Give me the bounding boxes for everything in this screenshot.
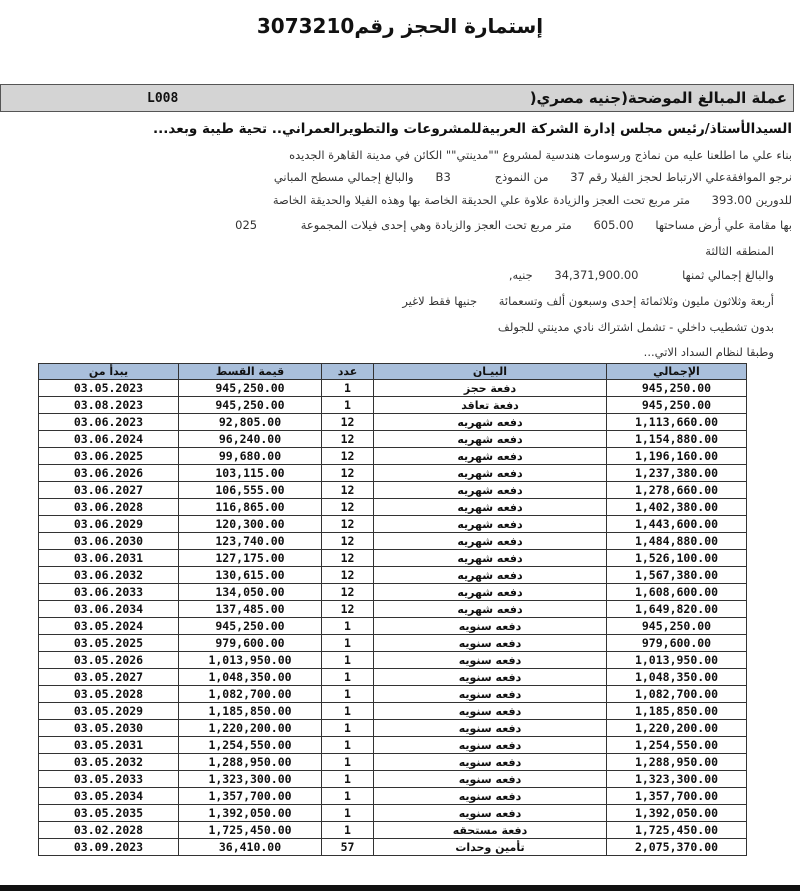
letter-line-6 xyxy=(509,268,774,282)
cell-installment: 1,082,700.00 xyxy=(179,686,322,703)
header-start: يبدأ من xyxy=(39,364,179,380)
cell-installment: 130,615.00 xyxy=(179,567,322,584)
letter-line-2 xyxy=(274,170,792,184)
bottom-border xyxy=(0,885,800,891)
table-row xyxy=(39,465,747,482)
cell-installment: 120,300.00 xyxy=(179,516,322,533)
cell-installment: 106,555.00 xyxy=(179,482,322,499)
group-code: 025 xyxy=(235,218,258,232)
cell-description: تأمين وحدات xyxy=(374,839,607,856)
cell-start-date: 03.05.2035 xyxy=(39,805,179,822)
table-row xyxy=(39,601,747,618)
cell-total: 945,250.00 xyxy=(607,380,747,397)
table-row xyxy=(39,669,747,686)
table-row xyxy=(39,397,747,414)
table-row xyxy=(39,482,747,499)
table-row xyxy=(39,431,747,448)
cell-start-date: 03.05.2023 xyxy=(39,380,179,397)
cell-total: 1,048,350.00 xyxy=(607,669,747,686)
cell-count: 1 xyxy=(322,788,374,805)
cell-total: 1,649,820.00 xyxy=(607,601,747,618)
cell-installment: 945,250.00 xyxy=(179,397,322,414)
cell-count: 1 xyxy=(322,380,374,397)
line6-part-b: جنيه, xyxy=(508,268,533,282)
cell-installment: 1,288,950.00 xyxy=(179,754,322,771)
cell-installment: 103,115.00 xyxy=(179,465,322,482)
cell-total: 945,250.00 xyxy=(607,618,747,635)
cell-total: 1,113,660.00 xyxy=(607,414,747,431)
cell-start-date: 03.05.2030 xyxy=(39,720,179,737)
line3-part-b: متر مربع تحت العجز والزيادة علاوة علي الحديقة الخاصة بها وهذه الفيلا والحديقة الخاصة xyxy=(272,193,691,207)
cell-description: دفعة تعاقد xyxy=(374,397,607,414)
cell-total: 1,254,550.00 xyxy=(607,737,747,754)
cell-count: 1 xyxy=(322,618,374,635)
cell-description: دفعه شهريه xyxy=(374,550,607,567)
cell-installment: 92,805.00 xyxy=(179,414,322,431)
cell-count: 12 xyxy=(322,550,374,567)
cell-installment: 1,725,450.00 xyxy=(179,822,322,839)
table-row xyxy=(39,584,747,601)
cell-installment: 945,250.00 xyxy=(179,380,322,397)
cell-total: 1,526,100.00 xyxy=(607,550,747,567)
header-count: عدد xyxy=(322,364,374,380)
cell-description: دفعه سنويه xyxy=(374,754,607,771)
cell-total: 1,196,160.00 xyxy=(607,448,747,465)
cell-description: دفعه سنويه xyxy=(374,686,607,703)
header-total: الإجمالي xyxy=(607,364,747,380)
cell-start-date: 03.06.2025 xyxy=(39,448,179,465)
cell-start-date: 03.06.2032 xyxy=(39,567,179,584)
cell-start-date: 03.05.2027 xyxy=(39,669,179,686)
cell-installment: 137,485.00 xyxy=(179,601,322,618)
cell-count: 1 xyxy=(322,703,374,720)
cell-count: 57 xyxy=(322,839,374,856)
cell-total: 1,484,880.00 xyxy=(607,533,747,550)
land-area: 605.00 xyxy=(593,218,634,232)
cell-installment: 123,740.00 xyxy=(179,533,322,550)
cell-installment: 1,013,950.00 xyxy=(179,652,322,669)
cell-installment: 1,254,550.00 xyxy=(179,737,322,754)
letter-line-5: المنطقه الثالثة xyxy=(705,244,774,258)
cell-total: 1,220,200.00 xyxy=(607,720,747,737)
cell-description: دفعه شهريه xyxy=(374,448,607,465)
cell-start-date: 03.06.2027 xyxy=(39,482,179,499)
cell-count: 12 xyxy=(322,499,374,516)
cell-installment: 116,865.00 xyxy=(179,499,322,516)
table-row xyxy=(39,822,747,839)
cell-total: 1,357,700.00 xyxy=(607,788,747,805)
cell-count: 1 xyxy=(322,822,374,839)
cell-count: 1 xyxy=(322,635,374,652)
cell-start-date: 03.05.2032 xyxy=(39,754,179,771)
cell-count: 1 xyxy=(322,669,374,686)
cell-start-date: 03.05.2026 xyxy=(39,652,179,669)
cell-description: دفعه شهريه xyxy=(374,601,607,618)
cell-description: دفعه سنويه xyxy=(374,720,607,737)
cell-description: دفعه سنويه xyxy=(374,737,607,754)
cell-total: 1,278,660.00 xyxy=(607,482,747,499)
cell-installment: 1,357,700.00 xyxy=(179,788,322,805)
cell-total: 1,185,850.00 xyxy=(607,703,747,720)
cell-start-date: 03.05.2028 xyxy=(39,686,179,703)
cell-start-date: 03.05.2034 xyxy=(39,788,179,805)
table-row xyxy=(39,686,747,703)
cell-start-date: 03.06.2034 xyxy=(39,601,179,618)
cell-installment: 96,240.00 xyxy=(179,431,322,448)
line2-part-c: والبالغ إجمالي مسطح المباني xyxy=(273,170,414,184)
cell-description: دفعه شهريه xyxy=(374,584,607,601)
cell-count: 1 xyxy=(322,805,374,822)
table-row xyxy=(39,635,747,652)
cell-count: 12 xyxy=(322,516,374,533)
currency-label: عملة المبالغ الموضحة(جنيه مصري( xyxy=(529,89,787,107)
cell-count: 12 xyxy=(322,584,374,601)
cell-count: 12 xyxy=(322,414,374,431)
table-row xyxy=(39,618,747,635)
cell-start-date: 03.06.2023 xyxy=(39,414,179,431)
cell-description: دفعه شهريه xyxy=(374,516,607,533)
cell-description: دفعه سنويه xyxy=(374,805,607,822)
total-price: 34,371,900.00 xyxy=(554,268,639,282)
cell-start-date: 03.06.2030 xyxy=(39,533,179,550)
cell-count: 12 xyxy=(322,465,374,482)
cell-count: 1 xyxy=(322,720,374,737)
payment-schedule-table xyxy=(38,363,747,856)
letter-line-3 xyxy=(273,193,792,207)
cell-description: دفعه شهريه xyxy=(374,499,607,516)
currency-banner xyxy=(0,84,794,112)
cell-count: 1 xyxy=(322,754,374,771)
cell-total: 1,402,380.00 xyxy=(607,499,747,516)
table-row xyxy=(39,499,747,516)
cell-count: 1 xyxy=(322,737,374,754)
cell-installment: 1,323,300.00 xyxy=(179,771,322,788)
cell-total: 1,288,950.00 xyxy=(607,754,747,771)
table-row xyxy=(39,516,747,533)
letter-line-1: بناء علي ما اطلعنا عليه من نماذج ورسومات هندسية لمشروع ""مدينتي"" الكائن في مدينة القاهرة الجديده xyxy=(289,148,792,162)
cell-description: دفعه سنويه xyxy=(374,771,607,788)
cell-description: دفعه سنويه xyxy=(374,652,607,669)
cell-description: دفعه شهريه xyxy=(374,567,607,584)
cell-start-date: 03.02.2028 xyxy=(39,822,179,839)
cell-total: 2,075,370.00 xyxy=(607,839,747,856)
cell-description: دفعه شهريه xyxy=(374,465,607,482)
table-row xyxy=(39,788,747,805)
cell-installment: 1,185,850.00 xyxy=(179,703,322,720)
cell-start-date: 03.05.2031 xyxy=(39,737,179,754)
table-row xyxy=(39,805,747,822)
cell-description: دفعة مستحقه xyxy=(374,822,607,839)
table-row xyxy=(39,839,747,856)
cell-start-date: 03.08.2023 xyxy=(39,397,179,414)
line4-part-b: متر مربع تحت العجز والزيادة وهي إحدى فيلات المجموعة xyxy=(300,218,572,232)
table-row xyxy=(39,533,747,550)
table-row xyxy=(39,703,747,720)
cell-start-date: 03.06.2033 xyxy=(39,584,179,601)
cell-count: 12 xyxy=(322,431,374,448)
cell-start-date: 03.06.2026 xyxy=(39,465,179,482)
table-row xyxy=(39,720,747,737)
cell-total: 1,392,050.00 xyxy=(607,805,747,822)
cell-description: دفعه سنويه xyxy=(374,635,607,652)
table-row xyxy=(39,737,747,754)
line3-part-a: للدورين 393.00 xyxy=(711,193,792,207)
cell-total: 945,250.00 xyxy=(607,397,747,414)
line6-part-a: والبالغ إجمالي ثمنها xyxy=(682,268,774,282)
cell-start-date: 03.05.2025 xyxy=(39,635,179,652)
cell-count: 1 xyxy=(322,686,374,703)
cell-description: دفعه شهريه xyxy=(374,482,607,499)
cell-total: 1,567,380.00 xyxy=(607,567,747,584)
cell-start-date: 03.06.2029 xyxy=(39,516,179,533)
cell-installment: 99,680.00 xyxy=(179,448,322,465)
cell-count: 12 xyxy=(322,567,374,584)
cell-start-date: 03.05.2033 xyxy=(39,771,179,788)
cell-count: 12 xyxy=(322,448,374,465)
letter-line-8: بدون تشطيب داخلي - تشمل اشتراك نادي مدينتي للجولف xyxy=(497,320,774,334)
letter-line-4 xyxy=(235,218,792,232)
cell-total: 1,237,380.00 xyxy=(607,465,747,482)
line7-part-b: جنيها فقط لاغير xyxy=(402,294,478,308)
cell-description: دفعه سنويه xyxy=(374,618,607,635)
cell-installment: 1,048,350.00 xyxy=(179,669,322,686)
cell-start-date: 03.05.2029 xyxy=(39,703,179,720)
cell-installment: 1,392,050.00 xyxy=(179,805,322,822)
cell-total: 1,323,300.00 xyxy=(607,771,747,788)
table-row xyxy=(39,754,747,771)
price-in-words: أربعة وثلاثون مليون وثلاثمائة إحدى وسبعون ألف وتسعمائة xyxy=(498,294,774,308)
letter-greeting: السيدالأستاذ/رئيس مجلس إدارة الشركة العربيةللمشروعات والتطويرالعمراني.. تحية طيبة وبعد... xyxy=(153,121,792,137)
letter-line-9: وطبقا لنظام السداد الاتي... xyxy=(643,345,774,359)
cell-total: 979,600.00 xyxy=(607,635,747,652)
cell-count: 1 xyxy=(322,652,374,669)
line2-part-b: من النموذج xyxy=(494,170,549,184)
cell-total: 1,013,950.00 xyxy=(607,652,747,669)
line4-part-a: بها مقامة علي أرض مساحتها xyxy=(655,218,792,232)
cell-start-date: 03.06.2024 xyxy=(39,431,179,448)
cell-installment: 1,220,200.00 xyxy=(179,720,322,737)
cell-description: دفعه سنويه xyxy=(374,669,607,686)
table-row xyxy=(39,414,747,431)
cell-total: 1,725,450.00 xyxy=(607,822,747,839)
cell-description: دفعه شهريه xyxy=(374,414,607,431)
table-row xyxy=(39,771,747,788)
cell-start-date: 03.05.2024 xyxy=(39,618,179,635)
table-row xyxy=(39,567,747,584)
cell-description: دفعه سنويه xyxy=(374,788,607,805)
line2-part-a: نرجو الموافقةعلي الارتباط لحجز الفيلا رقم 37 xyxy=(570,170,792,184)
cell-description: دفعة حجز xyxy=(374,380,607,397)
header-installment: قيمة القسط xyxy=(179,364,322,380)
cell-description: دفعه شهريه xyxy=(374,533,607,550)
unit-code: L008 xyxy=(147,91,179,106)
table-row xyxy=(39,652,747,669)
cell-installment: 979,600.00 xyxy=(179,635,322,652)
cell-total: 1,082,700.00 xyxy=(607,686,747,703)
cell-count: 1 xyxy=(322,397,374,414)
header-description: البيـان xyxy=(374,364,607,380)
cell-installment: 36,410.00 xyxy=(179,839,322,856)
cell-description: دفعه سنويه xyxy=(374,703,607,720)
cell-total: 1,443,600.00 xyxy=(607,516,747,533)
form-title: إستمارة الحجز رقم3073210 xyxy=(256,14,544,38)
cell-total: 1,154,880.00 xyxy=(607,431,747,448)
cell-installment: 134,050.00 xyxy=(179,584,322,601)
table-header-row xyxy=(39,364,747,380)
cell-total: 1,608,600.00 xyxy=(607,584,747,601)
cell-count: 12 xyxy=(322,601,374,618)
cell-start-date: 03.06.2031 xyxy=(39,550,179,567)
model-code: B3 xyxy=(435,170,452,184)
cell-installment: 127,175.00 xyxy=(179,550,322,567)
cell-count: 1 xyxy=(322,771,374,788)
cell-start-date: 03.09.2023 xyxy=(39,839,179,856)
cell-description: دفعه شهريه xyxy=(374,431,607,448)
cell-count: 12 xyxy=(322,533,374,550)
cell-start-date: 03.06.2028 xyxy=(39,499,179,516)
table-row xyxy=(39,550,747,567)
letter-line-7 xyxy=(402,294,774,308)
cell-count: 12 xyxy=(322,482,374,499)
table-row xyxy=(39,380,747,397)
table-row xyxy=(39,448,747,465)
cell-installment: 945,250.00 xyxy=(179,618,322,635)
